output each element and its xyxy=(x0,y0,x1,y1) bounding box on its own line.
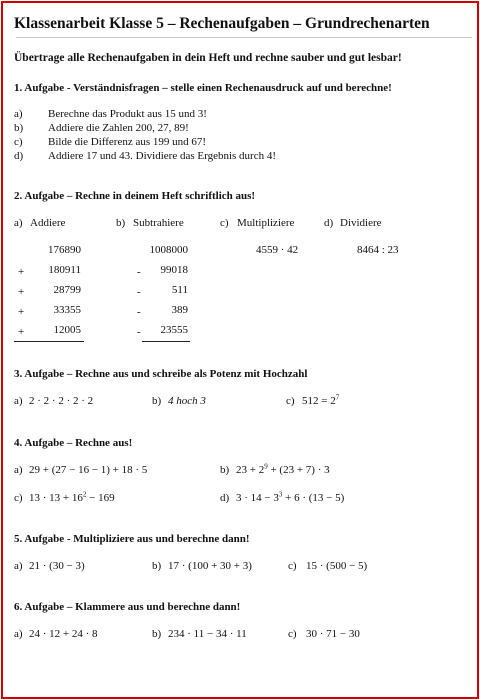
task2-col-c-text: Multipliziere xyxy=(237,217,295,229)
worksheet-title: Klassenarbeit Klasse 5 – Rechenaufgaben – Grundrechenarten xyxy=(14,15,430,32)
mul-task: 4559 · 42 xyxy=(256,244,299,256)
task3-expr-a: 2 · 2 · 2 · 2 · 2 xyxy=(29,395,94,407)
task3-expr-c: $512 = 2^7$ xyxy=(302,393,340,407)
task1-label-b: b) xyxy=(14,122,24,134)
task4-label-d: d) xyxy=(220,492,230,504)
task3-label-b: b) xyxy=(152,395,162,407)
add-number-2: 28799 xyxy=(53,284,81,296)
task4-label-a: a) xyxy=(14,464,23,476)
add-op-1: + xyxy=(18,266,25,278)
task1-text-c: Bilde die Differenz aus 199 und 67! xyxy=(48,136,207,148)
task4-expr-a: 29 + (27 − 16 − 1) + 18 · 5 xyxy=(29,464,148,476)
add-number-4: 12005 xyxy=(53,324,81,336)
task5-heading: 5. Aufgabe - Multipliziere aus und berechne dann! xyxy=(14,533,250,545)
task2-heading: 2. Aufgabe – Rechne in deinem Heft schriftlich aus! xyxy=(14,190,256,202)
task3-heading: 3. Aufgabe – Rechne aus und schreibe als Potenz mit Hochzahl xyxy=(14,368,308,380)
sub-number-3: 389 xyxy=(171,304,188,316)
task6-expr-a: 24 · 12 + 24 · 8 xyxy=(29,628,98,640)
add-op-3: + xyxy=(18,306,25,318)
task6-expr-c: 30 · 71 − 30 xyxy=(306,628,360,640)
task3-label-c: c) xyxy=(286,395,295,407)
sub-sum-line xyxy=(142,341,190,342)
add-number-3: 33355 xyxy=(53,304,81,316)
task6-expr-b: 234 · 11 − 34 · 11 xyxy=(168,628,247,640)
sub-number-1: 99018 xyxy=(160,264,188,276)
task5-expr-b: 17 · (100 + 30 + 3) xyxy=(168,560,252,572)
add-first-number: 176890 xyxy=(48,244,81,256)
add-sum-line xyxy=(14,341,84,342)
task4-heading: 4. Aufgabe – Rechne aus! xyxy=(14,437,133,449)
task4-label-b: b) xyxy=(220,464,230,476)
add-op-2: + xyxy=(18,286,25,298)
task5-label-a: a) xyxy=(14,560,23,572)
task2-col-b-label: b) xyxy=(116,217,126,229)
sub-first-number: 1008000 xyxy=(149,244,188,256)
sub-op-1: - xyxy=(137,266,141,278)
task2-col-a-label: a) xyxy=(14,217,23,229)
task5-label-c: c) xyxy=(288,560,297,572)
task1-text-b: Addiere die Zahlen 200, 27, 89! xyxy=(48,122,189,134)
task5-expr-a: 21 · (30 − 3) xyxy=(29,560,85,572)
sub-op-4: - xyxy=(137,326,141,338)
sub-op-3: - xyxy=(137,306,141,318)
task4-expr-c: $13 \cdot 13 + 16^2 - 169$ xyxy=(29,490,115,504)
task2-col-d-text: Dividiere xyxy=(340,217,382,229)
task1-label-d: d) xyxy=(14,150,24,162)
task3-label-a: a) xyxy=(14,395,23,407)
task2-col-c-label: c) xyxy=(220,217,229,229)
sub-number-2: 511 xyxy=(171,284,188,296)
task1-label-c: c) xyxy=(14,136,23,148)
instruction: Übertrage alle Rechenaufgaben in dein Heft und rechne sauber und gut lesbar! xyxy=(14,52,402,64)
task1-heading: 1. Aufgabe - Verständnisfragen – stelle einen Rechenausdruck auf und berechne! xyxy=(14,82,392,94)
sub-op-2: - xyxy=(137,286,141,298)
task1-label-a: a) xyxy=(14,108,23,120)
task1-text-a: Berechne das Produkt aus 15 und 3! xyxy=(48,108,207,120)
add-number-1: 180911 xyxy=(48,264,81,276)
task6-label-a: a) xyxy=(14,628,23,640)
worksheet xyxy=(4,4,474,694)
title-divider xyxy=(16,37,472,38)
task5-expr-c: 15 · (500 − 5) xyxy=(306,560,368,572)
task6-label-b: b) xyxy=(152,628,162,640)
task2-col-a-text: Addiere xyxy=(30,217,66,229)
task5-label-b: b) xyxy=(152,560,162,572)
div-task: 8464 : 23 xyxy=(357,244,399,256)
task3-expr-b: 4 hoch 3 xyxy=(168,395,206,407)
task2-col-d-label: d) xyxy=(324,217,334,229)
task4-expr-b: $23 + 2^9 + (23 + 7) \cdot 3$ xyxy=(236,462,330,476)
task1-text-d: Addiere 17 und 43. Dividiere das Ergebnis durch 4! xyxy=(48,150,276,162)
task6-label-c: c) xyxy=(288,628,297,640)
task6-heading: 6. Aufgabe – Klammere aus und berechne dann! xyxy=(14,601,241,613)
task2-col-b-text: Subtrahiere xyxy=(133,217,184,229)
sub-number-4: 23555 xyxy=(160,324,188,336)
task4-expr-d: $3 \cdot 14 - 3^3 + 6 \cdot (13 - 5)$ xyxy=(236,490,345,504)
task4-label-c: c) xyxy=(14,492,23,504)
add-op-4: + xyxy=(18,326,25,338)
